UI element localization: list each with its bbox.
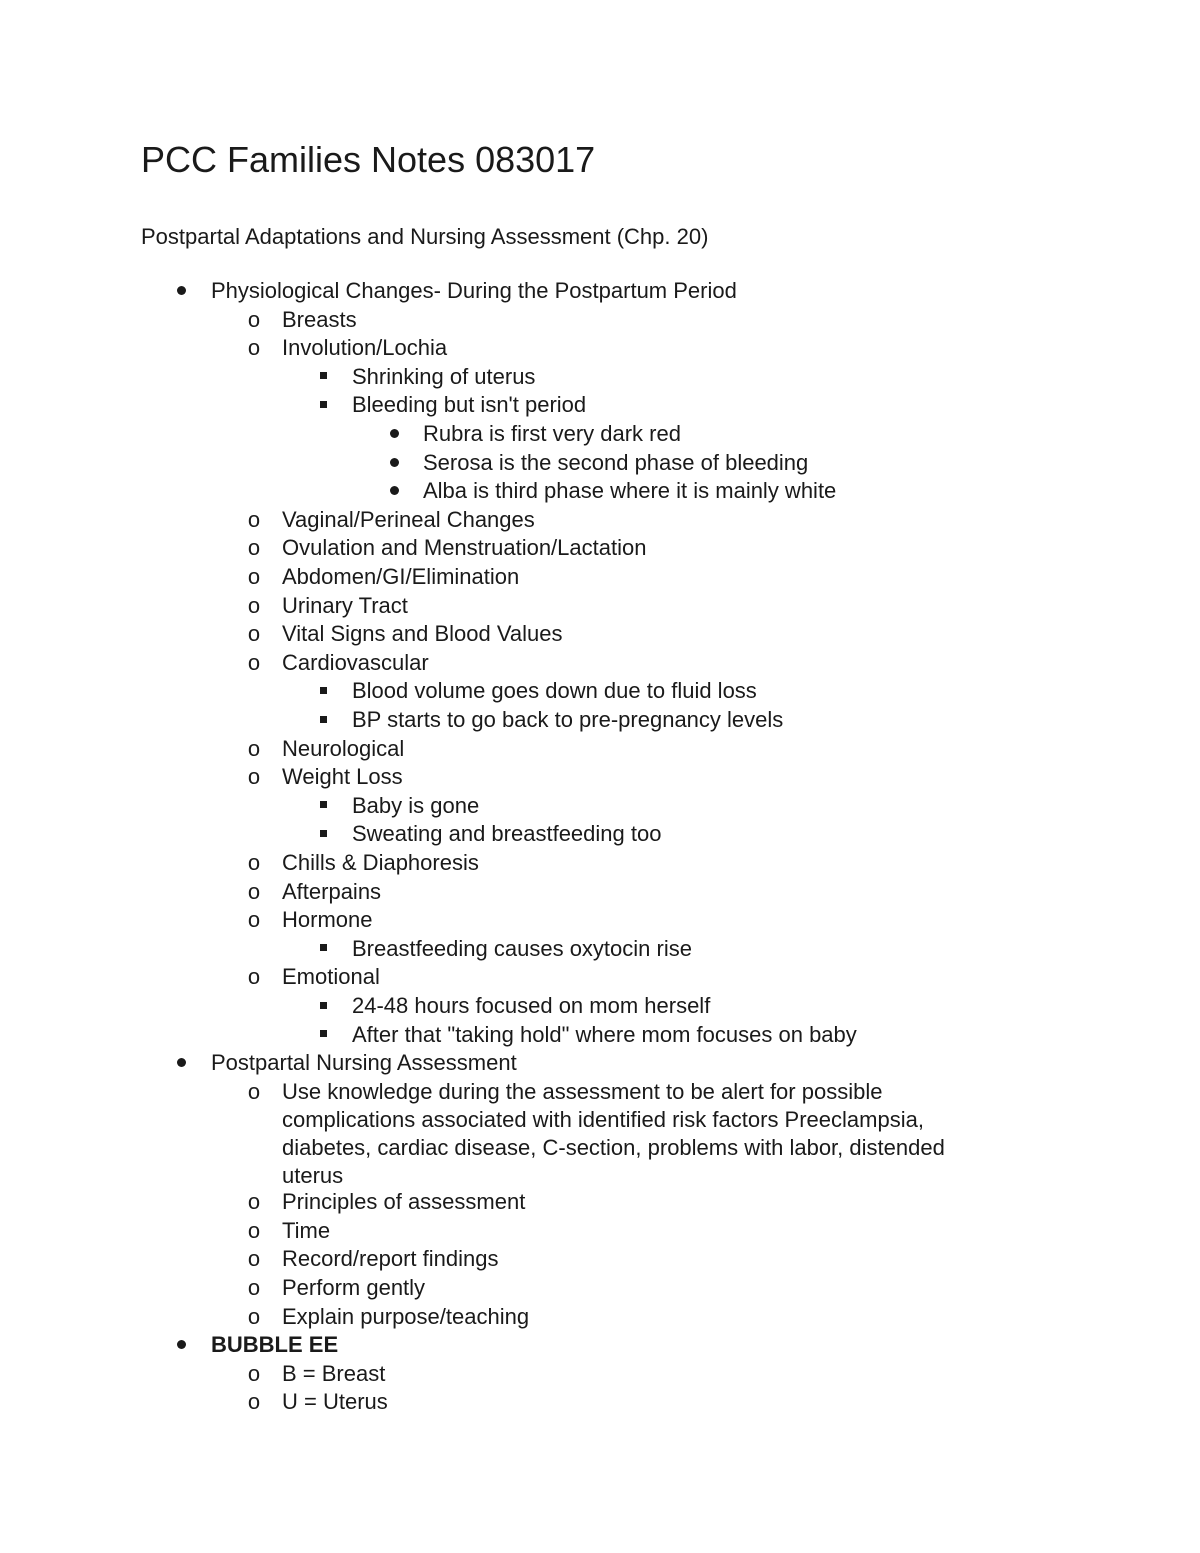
page-title: PCC Families Notes 083017 [141,139,596,180]
list-item-text: Bleeding but isn't period [352,392,587,418]
hollow-o-bullet-icon: o [247,850,261,875]
hollow-o-bullet-icon: o [247,1217,261,1243]
list-item-text: Principles of assessment [282,1189,526,1215]
list-item-text: Breasts [282,306,357,332]
hollow-o-bullet-icon: o [247,649,261,675]
list-item-text: Time [282,1217,331,1243]
list-item-text: U = Uterus [282,1389,388,1415]
list-item-text: After that "taking hold" where mom focuses on baby [352,1021,857,1047]
list-item-text: Chills & Diaphoresis [282,850,479,875]
list-item-text: Cardiovascular [282,649,429,675]
hollow-o-bullet-icon: o [247,1275,261,1300]
hollow-o-bullet-icon: o [247,306,261,332]
list-item-text: Postpartal Nursing Assessment [211,1050,517,1076]
list-item-text: Serosa is the second phase of bleeding [423,449,809,475]
list-item-text: BP starts to go back to pre-pregnancy levels [352,707,784,732]
list-item-text: Breastfeeding causes oxytocin rise [352,935,692,961]
hollow-o-bullet-icon: o [247,907,261,933]
filled-circle-bullet-icon [171,1331,191,1359]
list-item-text: Explain purpose/teaching [282,1303,530,1329]
list-item-text: Neurological [282,735,405,761]
hollow-o-bullet-icon: o [247,1246,261,1272]
hollow-o-bullet-icon: o [247,564,261,589]
list-item-text: Vital Signs and Blood Values [282,621,563,647]
filled-circle-bullet-icon [384,420,404,448]
filled-square-bullet-icon [313,706,333,734]
list-item-text: BUBBLE EE [211,1332,339,1358]
hollow-o-bullet-icon: o [247,1389,261,1415]
list-item-text: Alba is third phase where it is mainly white [423,478,837,504]
filled-square-bullet-icon [313,677,333,705]
hollow-o-bullet-icon: o [247,506,261,532]
hollow-o-bullet-icon: o [247,735,261,761]
list-item-text: Hormone [282,907,373,933]
hollow-o-bullet-icon: o [247,535,261,561]
list-item-text: Weight Loss [282,764,403,790]
filled-circle-bullet-icon [171,1049,191,1077]
list-item-text: 24-48 hours focused on mom herself [352,993,711,1018]
filled-circle-bullet-icon [384,449,404,477]
hollow-o-bullet-icon: o [247,335,261,361]
hollow-o-bullet-icon: o [247,1189,261,1215]
list-item-text: Physiological Changes- During the Postpartum Period [211,278,737,303]
filled-square-bullet-icon [313,391,333,419]
hollow-o-bullet-icon: o [247,1360,261,1386]
filled-square-bullet-icon [313,363,333,391]
list-item-text: Record/report findings [282,1246,499,1272]
list-item-text: Abdomen/GI/Elimination [282,564,520,589]
filled-square-bullet-icon [313,792,333,820]
hollow-o-bullet-icon: o [247,764,261,790]
hollow-o-bullet-icon: o [247,878,261,904]
list-item-text: Baby is gone [352,792,480,818]
list-item-text: Shrinking of uterus [352,363,536,389]
filled-square-bullet-icon [313,992,333,1020]
list-item-text: Emotional [282,964,380,990]
list-item-text: Blood volume goes down due to fluid loss [352,678,757,704]
list-item-text: Rubra is first very dark red [423,421,681,446]
hollow-o-bullet-icon: o [247,592,261,618]
filled-square-bullet-icon [313,1021,333,1049]
list-item-text: Afterpains [282,878,382,904]
hollow-o-bullet-icon: o [247,1303,261,1329]
hollow-o-bullet-icon: o [247,1078,261,1104]
section-subtitle: Postpartal Adaptations and Nursing Assessment (Chp. 20) [141,224,709,249]
filled-circle-bullet-icon [171,277,191,305]
list-item-text: Perform gently [282,1275,426,1300]
list-item-text: Ovulation and Menstruation/Lactation [282,535,647,561]
hollow-o-bullet-icon: o [247,964,261,990]
list-item-text: Sweating and breastfeeding too [352,821,662,847]
list-item-text: Vaginal/Perineal Changes [282,506,535,532]
list-item-text: Involution/Lochia [282,335,448,361]
filled-circle-bullet-icon [384,477,404,505]
filled-square-bullet-icon [313,935,333,963]
hollow-o-bullet-icon: o [247,621,261,647]
filled-square-bullet-icon [313,820,333,848]
list-item-text: B = Breast [282,1360,386,1386]
list-item-text: Urinary Tract [282,592,408,618]
list-item-text: Use knowledge during the assessment to be alert for possible complications associated with identified risk factors Preeclampsia, diabetes, cardiac disease, C-section, problems with labor, distended uterus [282,1078,945,1188]
